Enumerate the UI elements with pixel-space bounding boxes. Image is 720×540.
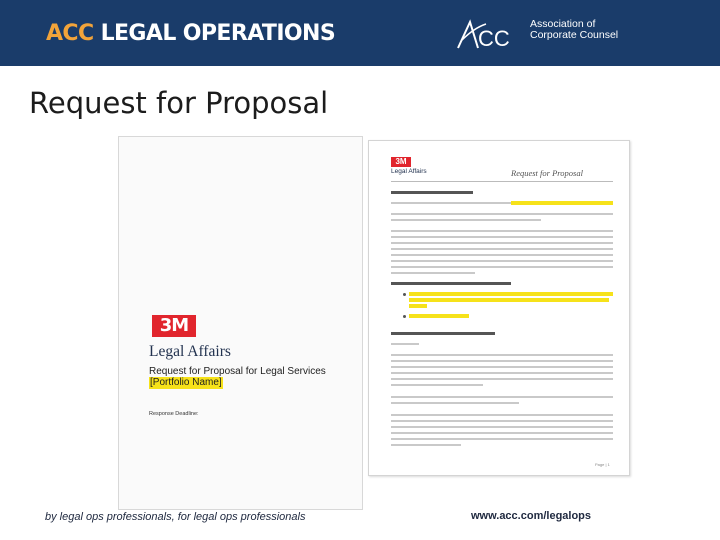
association-logo: [456, 14, 626, 54]
text-line: [391, 360, 613, 362]
page-divider: [391, 181, 613, 182]
text-line: [391, 343, 419, 345]
header-banner: [0, 0, 720, 66]
text-line: [391, 230, 613, 232]
highlight-mark: [409, 304, 427, 308]
cover-heading: Legal Affairs: [149, 343, 231, 360]
text-line: [391, 260, 613, 262]
footer-tagline: by legal ops professionals, for legal ops professionals: [45, 511, 306, 523]
association-name: [530, 19, 618, 41]
slide-title: Request for Proposal: [29, 86, 329, 120]
page-number: Page | 1: [595, 462, 610, 467]
bullet: [403, 293, 406, 296]
response-deadline: Response Deadline:: [149, 411, 199, 417]
text-line: [391, 378, 613, 380]
text-line: [391, 213, 613, 215]
text-line: [391, 402, 519, 404]
svg-text:CC: CC: [478, 26, 510, 51]
assoc-line-1: Association of: [530, 18, 596, 30]
brand-acc: ACC: [46, 21, 94, 46]
acc-swoosh-icon: [456, 14, 528, 54]
bullet: [403, 315, 406, 318]
3m-logo: 3M: [152, 315, 196, 337]
highlight-mark: [409, 292, 613, 296]
highlight-mark: [409, 314, 469, 318]
assoc-line-2: Corporate Counsel: [530, 29, 619, 41]
brand-legal-operations: LEGAL OPERATIONS: [93, 21, 336, 46]
text-line: [391, 426, 613, 428]
text-line: [391, 366, 613, 368]
rfp-inner-page: [368, 140, 630, 476]
cover-subtitle: Request for Proposal for Legal Services: [149, 366, 326, 377]
page-3m-logo: 3M: [391, 157, 411, 167]
text-line: [391, 444, 461, 446]
portfolio-name-highlight: [Portfolio Name]: [150, 377, 222, 388]
text-line: [391, 384, 483, 386]
text-line: [391, 219, 541, 221]
page-logo-subtitle: Legal Affairs: [391, 168, 427, 175]
text-line: [391, 420, 613, 422]
text-line: [391, 272, 475, 274]
page-title: Request for Proposal: [511, 168, 583, 178]
rfp-cover-page: [118, 136, 363, 510]
text-line: [391, 248, 613, 250]
section-heading: [391, 191, 473, 194]
highlight-mark: [511, 201, 613, 205]
text-line: [391, 414, 613, 416]
section-heading: [391, 282, 511, 285]
text-line: [391, 266, 613, 268]
highlight-mark: [409, 298, 609, 302]
text-line: [391, 432, 613, 434]
text-line: [391, 242, 613, 244]
acc-legal-operations-logo: [46, 21, 335, 46]
text-line: [391, 202, 511, 204]
text-line: [391, 236, 613, 238]
text-line: [391, 438, 613, 440]
text-line: [391, 354, 613, 356]
text-line: [391, 396, 613, 398]
text-line: [391, 254, 613, 256]
footer-url[interactable]: www.acc.com/legalops: [471, 510, 592, 522]
section-heading: [391, 332, 495, 335]
text-line: [391, 372, 613, 374]
